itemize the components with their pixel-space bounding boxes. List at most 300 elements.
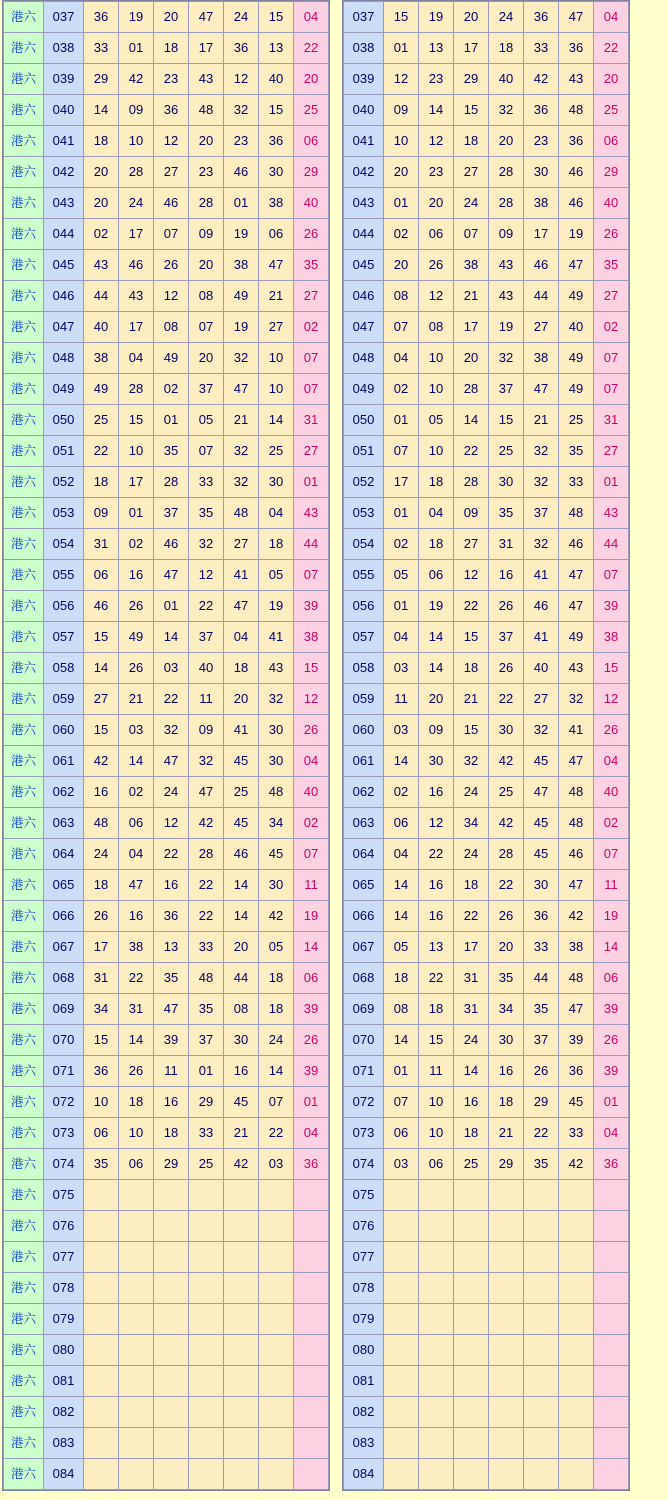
draw-number: 37 [154,498,189,529]
draw-number: 47 [259,250,294,281]
draw-number: 21 [259,281,294,312]
draw-number [259,1242,294,1273]
table-row [344,64,629,95]
draw-number: 05 [259,560,294,591]
row-index: 037 [44,2,84,33]
row-index: 047 [44,312,84,343]
sorted-number: 17 [454,33,489,64]
sorted-number: 20 [454,2,489,33]
row-tag: 港六 [4,312,44,343]
row-tag: 港六 [4,1180,44,1211]
row-index: 060 [344,715,384,746]
draw-number [119,1211,154,1242]
sorted-number: 39 [559,1025,594,1056]
table-row [344,963,629,994]
sorted-number: 45 [559,1087,594,1118]
row-index: 062 [44,777,84,808]
special-number: 26 [294,715,329,746]
sorted-number: 17 [454,312,489,343]
draw-number: 16 [224,1056,259,1087]
sorted-number: 44 [524,281,559,312]
table-row [4,1242,329,1273]
special-number [594,1242,629,1273]
special-number: 01 [294,1087,329,1118]
sorted-number [454,1304,489,1335]
sorted-number: 42 [559,1149,594,1180]
draw-number: 47 [189,777,224,808]
sorted-number: 27 [524,684,559,715]
table-row [4,746,329,777]
special-number: 04 [294,2,329,33]
draw-number: 15 [119,405,154,436]
row-index: 055 [344,560,384,591]
table-row [344,374,629,405]
sorted-number: 32 [489,95,524,126]
row-index: 079 [44,1304,84,1335]
special-number: 35 [594,250,629,281]
table-row [4,560,329,591]
row-index: 038 [344,33,384,64]
sorted-number: 32 [559,684,594,715]
special-number [594,1304,629,1335]
special-number: 40 [294,188,329,219]
table-row [344,1459,629,1490]
draw-number: 49 [224,281,259,312]
draw-number [224,1366,259,1397]
table-row [4,1211,329,1242]
special-number [294,1211,329,1242]
draw-number: 36 [84,2,119,33]
sorted-number [489,1335,524,1366]
special-number: 12 [294,684,329,715]
table-row [344,839,629,870]
row-index: 076 [344,1211,384,1242]
special-number [294,1428,329,1459]
draw-number: 17 [119,467,154,498]
sorted-number [384,1459,419,1490]
table-row [344,1273,629,1304]
draw-number [259,1304,294,1335]
sorted-number: 07 [384,1087,419,1118]
table-row [4,1428,329,1459]
draw-number: 32 [154,715,189,746]
sorted-number: 15 [384,2,419,33]
sorted-number: 44 [524,963,559,994]
sorted-number [384,1273,419,1304]
table-row [344,1397,629,1428]
draw-number: 48 [189,963,224,994]
table-row [344,1056,629,1087]
draw-number: 25 [189,1149,224,1180]
draw-order-table-wrap [2,0,330,1491]
sorted-number: 10 [419,1087,454,1118]
sorted-number: 36 [524,2,559,33]
draw-number: 17 [189,33,224,64]
draw-number: 38 [84,343,119,374]
sorted-number: 03 [384,653,419,684]
row-index: 044 [344,219,384,250]
draw-number: 10 [84,1087,119,1118]
table-row [344,250,629,281]
sorted-number: 23 [419,157,454,188]
sorted-number [524,1304,559,1335]
draw-number: 32 [189,529,224,560]
special-number: 27 [594,436,629,467]
table-row [344,312,629,343]
row-index: 056 [344,591,384,622]
sorted-number: 25 [559,405,594,436]
sorted-number: 32 [524,467,559,498]
draw-number [154,1335,189,1366]
sorted-number: 46 [524,250,559,281]
special-number [294,1273,329,1304]
draw-number: 40 [84,312,119,343]
draw-number [224,1180,259,1211]
sorted-number [454,1211,489,1242]
table-row [4,963,329,994]
sorted-number: 06 [384,808,419,839]
sorted-number: 21 [489,1118,524,1149]
row-index: 045 [44,250,84,281]
sorted-number: 15 [454,95,489,126]
sorted-number: 33 [524,932,559,963]
draw-number: 42 [224,1149,259,1180]
row-index: 084 [344,1459,384,1490]
special-number: 02 [294,808,329,839]
draw-number [259,1428,294,1459]
draw-number: 24 [224,2,259,33]
draw-number: 49 [119,622,154,653]
row-tag: 港六 [4,219,44,250]
sorted-number: 33 [524,33,559,64]
sorted-number: 32 [524,529,559,560]
sorted-number: 42 [489,746,524,777]
table-row [4,1304,329,1335]
sorted-number: 18 [489,1087,524,1118]
special-number: 26 [294,1025,329,1056]
draw-number: 35 [154,963,189,994]
sorted-number [489,1180,524,1211]
draw-number [154,1397,189,1428]
table-row [4,1397,329,1428]
row-index: 048 [44,343,84,374]
sorted-number [454,1242,489,1273]
sorted-number: 21 [454,281,489,312]
sorted-number: 14 [384,1025,419,1056]
draw-number: 42 [259,901,294,932]
sorted-number: 19 [419,2,454,33]
draw-number: 10 [259,374,294,405]
draw-number: 24 [84,839,119,870]
row-index: 084 [44,1459,84,1490]
sorted-number: 31 [489,529,524,560]
special-number [594,1180,629,1211]
row-index: 066 [344,901,384,932]
draw-number: 47 [189,2,224,33]
row-index: 039 [344,64,384,95]
sorted-number: 49 [559,281,594,312]
draw-number: 49 [84,374,119,405]
draw-number [154,1304,189,1335]
draw-number: 17 [119,219,154,250]
sorted-number [384,1397,419,1428]
draw-number: 33 [189,467,224,498]
sorted-number: 10 [419,1118,454,1149]
sorted-number: 18 [454,870,489,901]
draw-number: 26 [84,901,119,932]
sorted-number [489,1428,524,1459]
table-row [4,64,329,95]
sorted-number: 09 [454,498,489,529]
sorted-number: 02 [384,219,419,250]
table-row [344,467,629,498]
sorted-number: 09 [419,715,454,746]
row-index: 081 [344,1366,384,1397]
table-row [4,1273,329,1304]
special-number: 31 [594,405,629,436]
draw-number: 46 [224,839,259,870]
draw-number: 31 [84,963,119,994]
draw-number: 40 [259,64,294,95]
special-number [294,1304,329,1335]
draw-number: 36 [84,1056,119,1087]
row-index: 053 [44,498,84,529]
sorted-number [489,1211,524,1242]
sorted-number: 20 [454,343,489,374]
row-tag: 港六 [4,994,44,1025]
sorted-number: 27 [454,529,489,560]
sorted-number: 40 [559,312,594,343]
sorted-number: 33 [559,467,594,498]
sorted-number: 14 [419,95,454,126]
sorted-number: 03 [384,715,419,746]
sorted-number: 45 [524,808,559,839]
sorted-number: 04 [384,343,419,374]
special-number [594,1428,629,1459]
row-index: 050 [344,405,384,436]
sorted-number [419,1397,454,1428]
sorted-number: 07 [384,436,419,467]
table-row [4,281,329,312]
draw-number: 18 [259,963,294,994]
table-row [344,33,629,64]
row-index: 045 [344,250,384,281]
sorted-number [454,1335,489,1366]
draw-number: 30 [259,467,294,498]
table-row [344,436,629,467]
row-tag: 港六 [4,529,44,560]
special-number: 07 [294,374,329,405]
table-row [344,746,629,777]
sorted-number: 40 [489,64,524,95]
draw-number: 45 [224,808,259,839]
draw-number: 45 [224,746,259,777]
sorted-number: 16 [419,777,454,808]
draw-number: 26 [119,591,154,622]
draw-number: 03 [259,1149,294,1180]
special-number [594,1335,629,1366]
row-tag: 港六 [4,808,44,839]
draw-number: 12 [189,560,224,591]
sorted-number: 04 [384,622,419,653]
sorted-number: 26 [419,250,454,281]
sorted-number [384,1211,419,1242]
sorted-number: 01 [384,33,419,64]
draw-number [189,1273,224,1304]
sorted-number [489,1366,524,1397]
sorted-number [559,1304,594,1335]
row-tag: 港六 [4,1335,44,1366]
sorted-number: 22 [524,1118,559,1149]
sorted-number: 21 [454,684,489,715]
sorted-number [454,1428,489,1459]
draw-number: 20 [224,684,259,715]
table-row [344,281,629,312]
sorted-number: 18 [454,126,489,157]
row-index: 056 [44,591,84,622]
sorted-number: 49 [559,343,594,374]
special-number [294,1335,329,1366]
special-number: 19 [294,901,329,932]
sorted-number [454,1180,489,1211]
draw-number: 22 [189,870,224,901]
draw-number: 01 [119,498,154,529]
sorted-number: 48 [559,963,594,994]
row-tag: 港六 [4,1211,44,1242]
special-number: 26 [294,219,329,250]
row-index: 041 [344,126,384,157]
sorted-number: 23 [419,64,454,95]
special-number: 31 [294,405,329,436]
sorted-number: 26 [489,591,524,622]
table-row [344,591,629,622]
draw-number: 14 [224,901,259,932]
sorted-number: 26 [489,901,524,932]
row-index: 068 [344,963,384,994]
sorted-number [384,1304,419,1335]
draw-number: 16 [119,901,154,932]
draw-number: 46 [119,250,154,281]
sorted-number: 10 [419,343,454,374]
draw-number [84,1335,119,1366]
draw-number [119,1397,154,1428]
row-tag: 港六 [4,653,44,684]
special-number: 04 [594,746,629,777]
draw-number: 48 [224,498,259,529]
row-index: 061 [344,746,384,777]
sorted-number: 18 [419,994,454,1025]
draw-number [154,1273,189,1304]
special-number [294,1459,329,1490]
sorted-number: 01 [384,405,419,436]
table-row [4,653,329,684]
table-row [4,1180,329,1211]
sorted-number: 20 [489,126,524,157]
special-number: 02 [594,312,629,343]
sorted-order-table-body [344,2,629,1490]
draw-number: 10 [259,343,294,374]
draw-number: 12 [154,126,189,157]
draw-number: 08 [224,994,259,1025]
special-number [294,1366,329,1397]
draw-number: 20 [189,126,224,157]
row-tag: 港六 [4,932,44,963]
row-tag: 港六 [4,498,44,529]
table-row [4,2,329,33]
row-index: 042 [44,157,84,188]
row-index: 058 [44,653,84,684]
sorted-number: 09 [384,95,419,126]
draw-number: 23 [189,157,224,188]
draw-number: 10 [119,436,154,467]
sorted-number: 09 [489,219,524,250]
sorted-number: 49 [559,622,594,653]
special-number: 26 [594,219,629,250]
draw-number: 25 [259,436,294,467]
draw-number: 47 [224,591,259,622]
sorted-number: 11 [384,684,419,715]
sorted-number: 31 [454,963,489,994]
sorted-number: 35 [524,994,559,1025]
sorted-number: 34 [489,994,524,1025]
draw-number: 18 [154,33,189,64]
draw-number: 09 [189,219,224,250]
sorted-number [384,1335,419,1366]
table-row [4,343,329,374]
special-number: 39 [594,1056,629,1087]
table-row [344,529,629,560]
special-number: 26 [594,1025,629,1056]
draw-number: 01 [224,188,259,219]
row-index: 074 [44,1149,84,1180]
table-row [4,1056,329,1087]
draw-number: 47 [154,746,189,777]
sorted-number: 06 [384,1118,419,1149]
table-row [4,374,329,405]
table-row [344,560,629,591]
special-number: 43 [294,498,329,529]
draw-number: 06 [119,808,154,839]
draw-number: 02 [154,374,189,405]
table-row [344,1087,629,1118]
draw-number: 23 [224,126,259,157]
table-row [344,95,629,126]
row-index: 079 [344,1304,384,1335]
sorted-number [524,1397,559,1428]
row-index: 069 [344,994,384,1025]
special-number [594,1366,629,1397]
draw-number: 09 [84,498,119,529]
sorted-number: 37 [489,374,524,405]
sorted-number: 38 [524,343,559,374]
draw-number: 20 [224,932,259,963]
table-row [4,250,329,281]
draw-number: 15 [84,1025,119,1056]
table-row [4,684,329,715]
sorted-number: 22 [454,436,489,467]
table-row [4,1025,329,1056]
draw-number: 16 [84,777,119,808]
draw-number: 16 [154,870,189,901]
draw-number: 07 [259,1087,294,1118]
special-number: 04 [594,1118,629,1149]
draw-number: 40 [189,653,224,684]
sorted-number [524,1428,559,1459]
row-tag: 港六 [4,1273,44,1304]
sorted-number: 36 [559,1056,594,1087]
sorted-number: 12 [419,808,454,839]
draw-number: 30 [259,870,294,901]
